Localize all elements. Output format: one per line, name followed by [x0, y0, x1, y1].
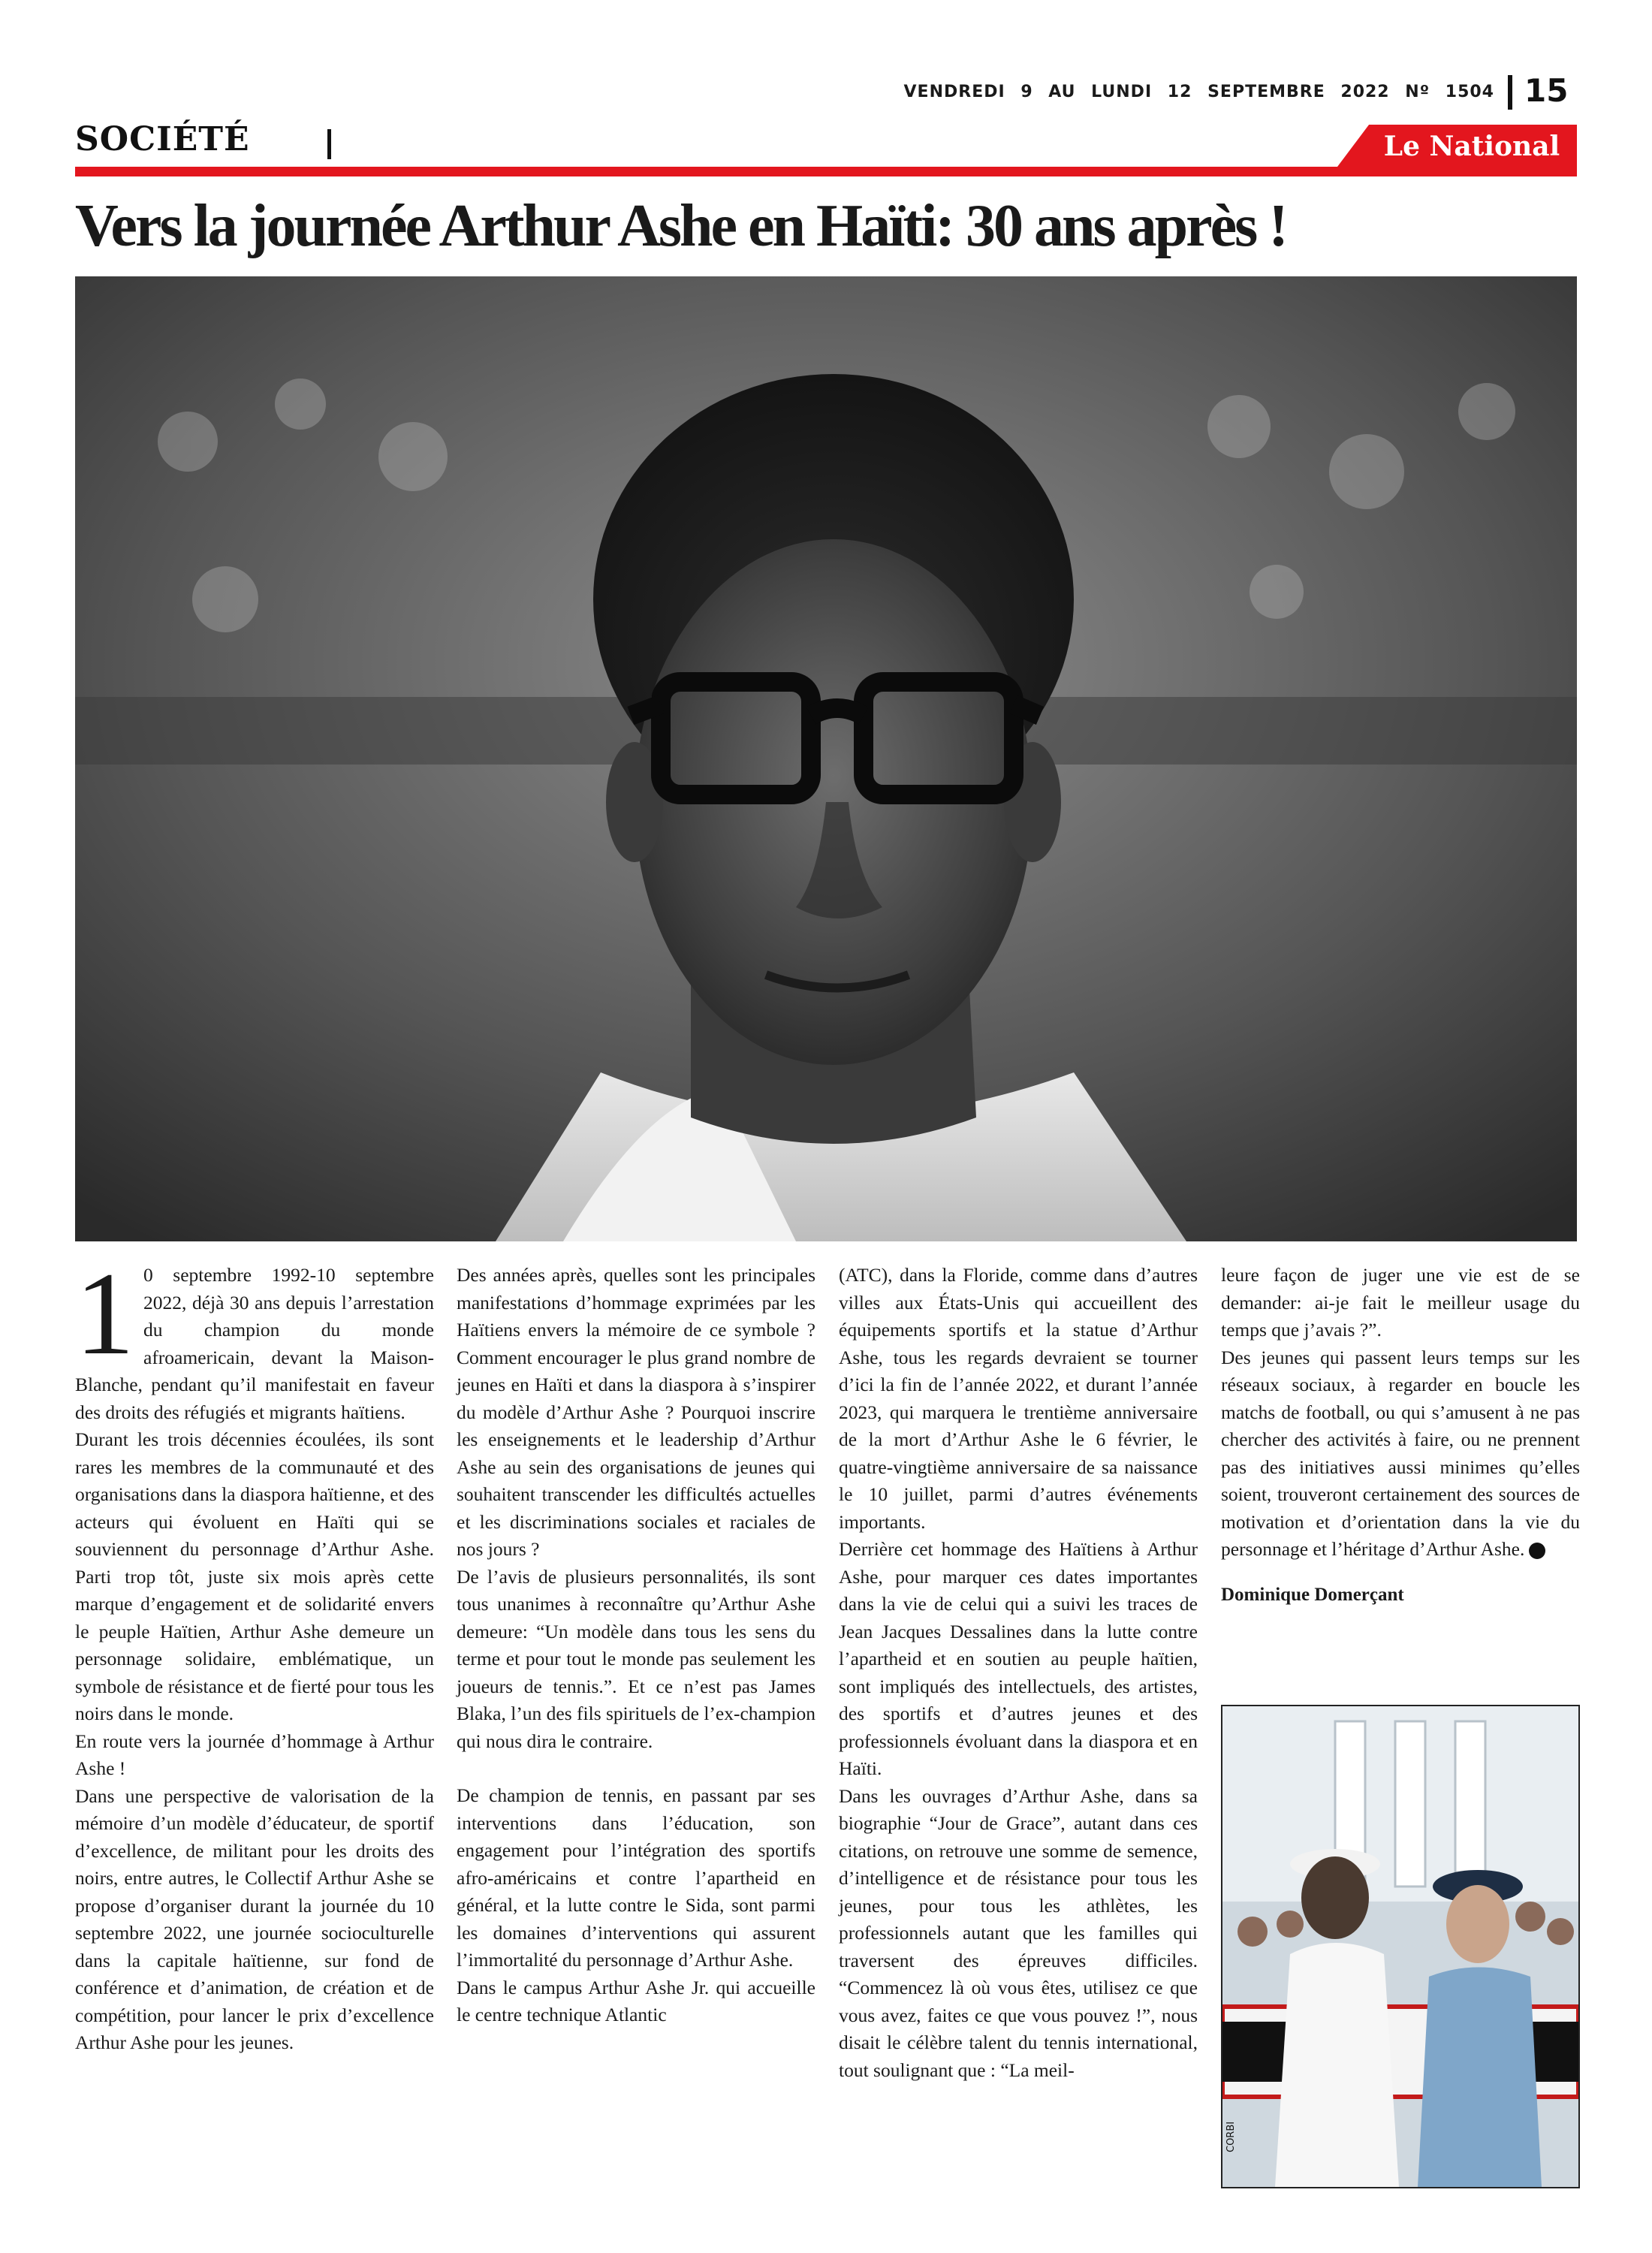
author-byline: Dominique Domerçant — [1221, 1584, 1404, 1605]
paragraph: leure façon de juger une vie est de se demander: ai-je fait le meilleur usage du temps que j’avais ?”. — [1221, 1264, 1580, 1341]
paragraph: De champion de tennis, en passant par ses interventions dans l’éducation, son engagement pour l’intégration des sportifs afro-américains et contre l’apartheid en général, et la lutte contre le Sida, sont parmi les domaines d’interventions qui assurent l’immortalité du personnage d’Arthur Ashe. — [457, 1784, 815, 1971]
section-divider — [327, 129, 331, 159]
paragraph: Derrière cet hommage des Haïtiens à Arthur Ashe, pour marquer ces dates importantes dans la vie de celui qui a suivi les traces de Jean Jacques Dessalines dans la lutte contre l’apartheid et en soutien au peuple haïtien, sont impliqués des intellectuels, des artistes, des sportifs et d’autres jeunes et des professionnels évoluant dans la diaspora et en Haïti. — [839, 1538, 1198, 1779]
paragraph: Dans une perspective de valorisation de la mémoire d’un modèle d’éducateur, de sportif d’excellence, de militant pour les droits des noirs, entre autres, le Collectif Arthur Ashe se propose d’organiser durant la journée du 10 septembre 2022, une journée socioculturelle dans la capitale haïtienne, sur fond de conférence et d’animation, de création et de compétition, pour lancer le prix d’excellence Arthur Ashe pour les jeunes. — [75, 1784, 434, 2053]
paragraph-text: Des jeunes qui passent leurs temps sur les réseaux sociaux, à regarder en boucle les matchs de football, ou qui s’amusent à ne pas chercher des activités à faire, ou ne prennent pas des initiatives aussi minimes qu’elles soient, trouveront certainement des sources de motivation et d’orientation dans la vie du personnage et l’héritage d’Arthur Ashe. — [1221, 1346, 1580, 1560]
page-number: 15 — [1524, 72, 1569, 109]
article-headline: Vers la journée Arthur Ashe en Haïti: 30 ans après ! — [75, 193, 1286, 259]
paragraph: De l’avis de plusieurs personnalités, ils sont tous unanimes à reconnaître qu’Arthur Ashe demeure: “Un modèle dans tous les sens du terme et pour tout le monde pas seulement les joueurs de tennis.”. Et ce n’est pas James Blaka, l’un des fils spirituels de l’ex-champion qui nous dira le contraire. — [457, 1565, 816, 1752]
paragraph: Dans le campus Arthur Ashe Jr. qui accueille le centre technique Atlantic — [457, 1976, 815, 2025]
paragraph: (ATC), dans la Floride, comme dans d’autres villes aux États-Unis qui accueillent des équipements sportifs et la statue d’Arthur Ashe, tous les regards devraient se tourner d’ici la fin de l’année 2022, et durant l’année 2023, qui marquera le trentième anniversaire de la mort d’Arthur Ashe le 6 février, le quatre-vingtième anniversaire de sa naissance le 10 juillet, parmi d’autres événements importants. — [839, 1264, 1198, 1533]
dateline: VENDREDI 9 AU LUNDI 12 SEPTEMBRE 2022 Nº 1504 — [903, 83, 1494, 101]
header-rule — [75, 167, 1577, 176]
protest-illustration — [1222, 1706, 1578, 2187]
secondary-photo — [1221, 1705, 1580, 2188]
article-column-4 — [1221, 1262, 1580, 1609]
paragraph: 0 septembre 1992-10 septembre 2022, déjà 30 ans depuis l’arrestation du champion du monde afroamericain, devant la Maison-Blanche, pendant qu’il manifestait en faveur des droits des réfugiés et migrants haïtiens. — [75, 1264, 434, 1423]
article-column-3 — [839, 1262, 1198, 2084]
paragraph: Durant les trois décennies écoulées, ils sont rares les membres de la communauté et des organisations dans la diaspora haïtienne, et des acteurs qui évoluent en Haïti qui se souviennent du personnage d’Arthur Ashe. Parti trop tôt, juste six mois après cette marque d’engagement et de solidarité envers le peuple Haïtien, Arthur Ashe demeure un personnage solidaire, emblématique, un symbole de résistance et de fierté pour tous les noirs dans le monde. — [75, 1428, 434, 1724]
paragraph: En route vers la journée d’hommage à Arthur Ashe ! — [75, 1730, 434, 1779]
article-column-2 — [457, 1262, 815, 2029]
paragraph: Des années après, quelles sont les principales manifestations d’hommage exprimées par les Haïtiens envers la mémoire de ce symbole ? Comment encourager le plus grand nombre de jeunes en Haïti et dans la diaspora à s’inspirer du modèle d’Arthur Ashe ? Pourquoi inscrire les enseignements et le leadership d’Arthur Ashe au sein des organisations de jeunes qui souhaitent transcender les difficultés actuelles et les discriminations sociales et raciales de nos jours ? — [457, 1264, 815, 1560]
section-label: SOCIÉTÉ — [75, 120, 250, 158]
article-column-1 — [75, 1248, 434, 2057]
page-number-divider — [1508, 75, 1512, 110]
drop-cap: 1 — [75, 1248, 134, 1380]
brand-logo[interactable]: Le National — [1383, 131, 1560, 162]
photo-credit: CORBI — [1225, 2121, 1237, 2152]
hexagon-end-icon — [1529, 1543, 1545, 1559]
paragraph — [1221, 1344, 1580, 1564]
portrait-illustration — [75, 276, 1577, 1241]
main-photo — [75, 276, 1577, 1241]
paragraph: Dans les ouvrages d’Arthur Ashe, dans sa biographie “Jour de Grace”, autant dans ces citations, on retrouve une somme de semence, d’intelligence et de résistance pour tous les jeunes, pour tous les athlètes, les professionnels autant que les familles qui traversent des épreuves difficiles. “Commencez là où vous êtes, utilisez ce que vous avez, faites ce que vous pouvez !”, nous disait le célèbre talent du tennis international, tout soulignant que : “La meil- — [839, 1784, 1198, 2081]
